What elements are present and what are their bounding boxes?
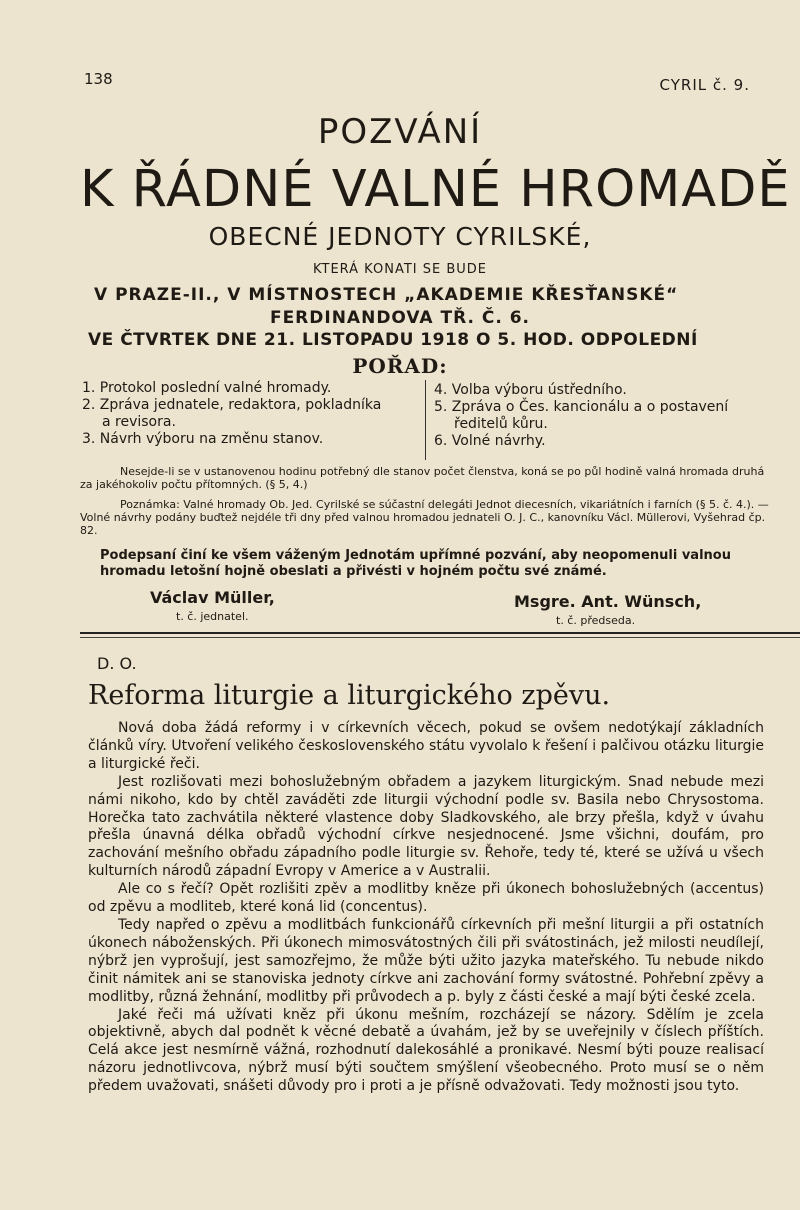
article-body (88, 720, 764, 1096)
program-left-column (82, 380, 422, 448)
invitation-text: Podepsaní činí ke všem váženým Jednotám upřímné pozvání, aby neopomenuli valnou hromadu letošní hojně obeslati a přivésti v hojném počtu své známé. (100, 548, 731, 579)
quorum-note: Nesejde-li se v ustanovenou hodinu potřebný dle stanov počet členstva, koná se po půl hodině valná hromada druhá za jakéhokoliv počtu přítomných. (§ 5, 4.) (80, 465, 765, 491)
invitation-subtitle-2: KTERÁ KONATI SE BUDE (312, 262, 488, 277)
invitation-subtitle: OBECNÉ JEDNOTY CYRILSKÉ, (208, 222, 592, 251)
page-number: 138 (84, 70, 113, 88)
signatory-2-name: Msgre. Ant. Wünsch, (514, 592, 702, 611)
delegates-note: Poznámka: Valné hromady Ob. Jed. Cyrilské se súčastní delegáti Jednot diecesních, vikariátních i farních (§ 5. č. 4.). — Volné návrhy podány buďtež nejdéle tři dny před valnou hromadou jednateli O. J. C., kanovníku Václ. Müllerovi, Vyšehrad čp. 82. (80, 498, 769, 537)
program-item: 2. Zpráva jednatele, redaktora, pokladníka (82, 397, 382, 413)
running-title: CYRIL č. 9. (659, 76, 750, 94)
invitation-heading: POZVÁNÍ (317, 112, 483, 152)
program-divider (425, 380, 426, 460)
divider-rule (80, 632, 800, 634)
program-item: ředitelů kůru. (454, 416, 548, 432)
invitation-title: K ŘÁDNÉ VALNÉ HROMADĚ (80, 160, 791, 219)
signatory-1-role: t. č. jednatel. (176, 610, 249, 623)
article-title: Reforma liturgie a liturgického zpěvu. (88, 680, 611, 711)
article-paragraph: Nová doba žádá reformy i v církevních věcech, pokud se ovšem nedotýkají základních článků víry. Utvoření velikého československého státu vyvolalo k řešení i palčivou otázku liturgie a liturgické řeči. (88, 720, 764, 772)
program-item: 3. Návrh výboru na změnu stanov. (82, 431, 324, 447)
signatory-2-role: t. č. předseda. (556, 614, 636, 627)
program-item: 1. Protokol poslední valné hromady. (82, 380, 332, 396)
article-paragraph: Jaké řeči má užívati kněz při úkonu mešním, rozcházejí se názory. Sdělím je zcela objektivně, abych dal podnět k věcné debatě a úvahám, jež by se uveřejnily v číslech příštích. Celá akce jest nesmírně vážná, rozhodnutí dalekosáhlé a pronikavé. Nesmí býti pouze realisací názoru jednotlivcova, nýbrž musí býti součtem smýšlení všeobecného. Proto musí se o něm předem uvažovati, snášeti důvody pro i proti a je přísně odvažovati. Tedy možnosti jsou tyto. (88, 1006, 764, 1095)
signatory-1-name: Václav Müller, (150, 588, 275, 607)
program-right-column (434, 382, 774, 450)
article-paragraph: Jest rozlišovati mezi bohoslužebným obřadem a jazykem liturgickým. Snad nebude mezi námi nikoho, kdo by chtěl zaváděti zde liturgii východní podle sv. Basila nebo Chrysostoma. Horečka tato zachvátila některé vlastence doby Sladkovského, ale brzy přešla, když v úvahu přešla únavná délka obřadů východní církve nesjednocené. Jsme všichni, doufám, pro zachování mešního obřadu západního podle liturgie sv. Řehoře, tedy té, které se užívá u všech kulturních národů západní Evropy v Americe a v Australii. (88, 773, 764, 880)
program-item: 5. Zpráva o Čes. kancionálu a o postavení (434, 399, 729, 415)
article-author: D. O. (97, 654, 137, 673)
program-item: 6. Volné návrhy. (434, 433, 546, 449)
article-paragraph: Ale co s řečí? Opět rozlišiti zpěv a modlitby kněze při úkonech bohoslužebných (accentus) od zpěvu a modliteb, které koná lid (concentus). (88, 881, 764, 916)
location-line-1: V PRAZE-II., V MÍSTNOSTECH „AKADEMIE KŘESŤANSKÉ“ (94, 285, 679, 305)
program-item: 4. Volba výboru ústředního. (434, 382, 627, 398)
article-paragraph: Tedy napřed o zpěvu a modlitbách funkcionářů církevních při mešní liturgii a při ostatních úkonech náboženských. Při úkonech mimosvátostných čili při svátostinách, jež milosti neudílejí, nýbrž jen vyprošují, jest samozřejmo, že může býti užito jazyka mateřského. Tu nebude nikdo činit námitek ani se stanoviska jednoty církve ani zachování formy svátostné. Pohřební zpěvy a modlitby, různá žehnání, modlitby při průvodech a p. byly z části české a mají býti české zcela. (88, 916, 764, 1005)
location-line-2: FERDINANDOVA TŘ. Č. 6. (269, 308, 531, 328)
divider-rule (80, 637, 800, 638)
program-heading: POŘAD: (352, 354, 448, 378)
location-line-3: VE ČTVRTEK DNE 21. LISTOPADU 1918 O 5. HOD. ODPOLEDNÍ (88, 330, 698, 350)
program-item: a revisora. (102, 414, 176, 430)
